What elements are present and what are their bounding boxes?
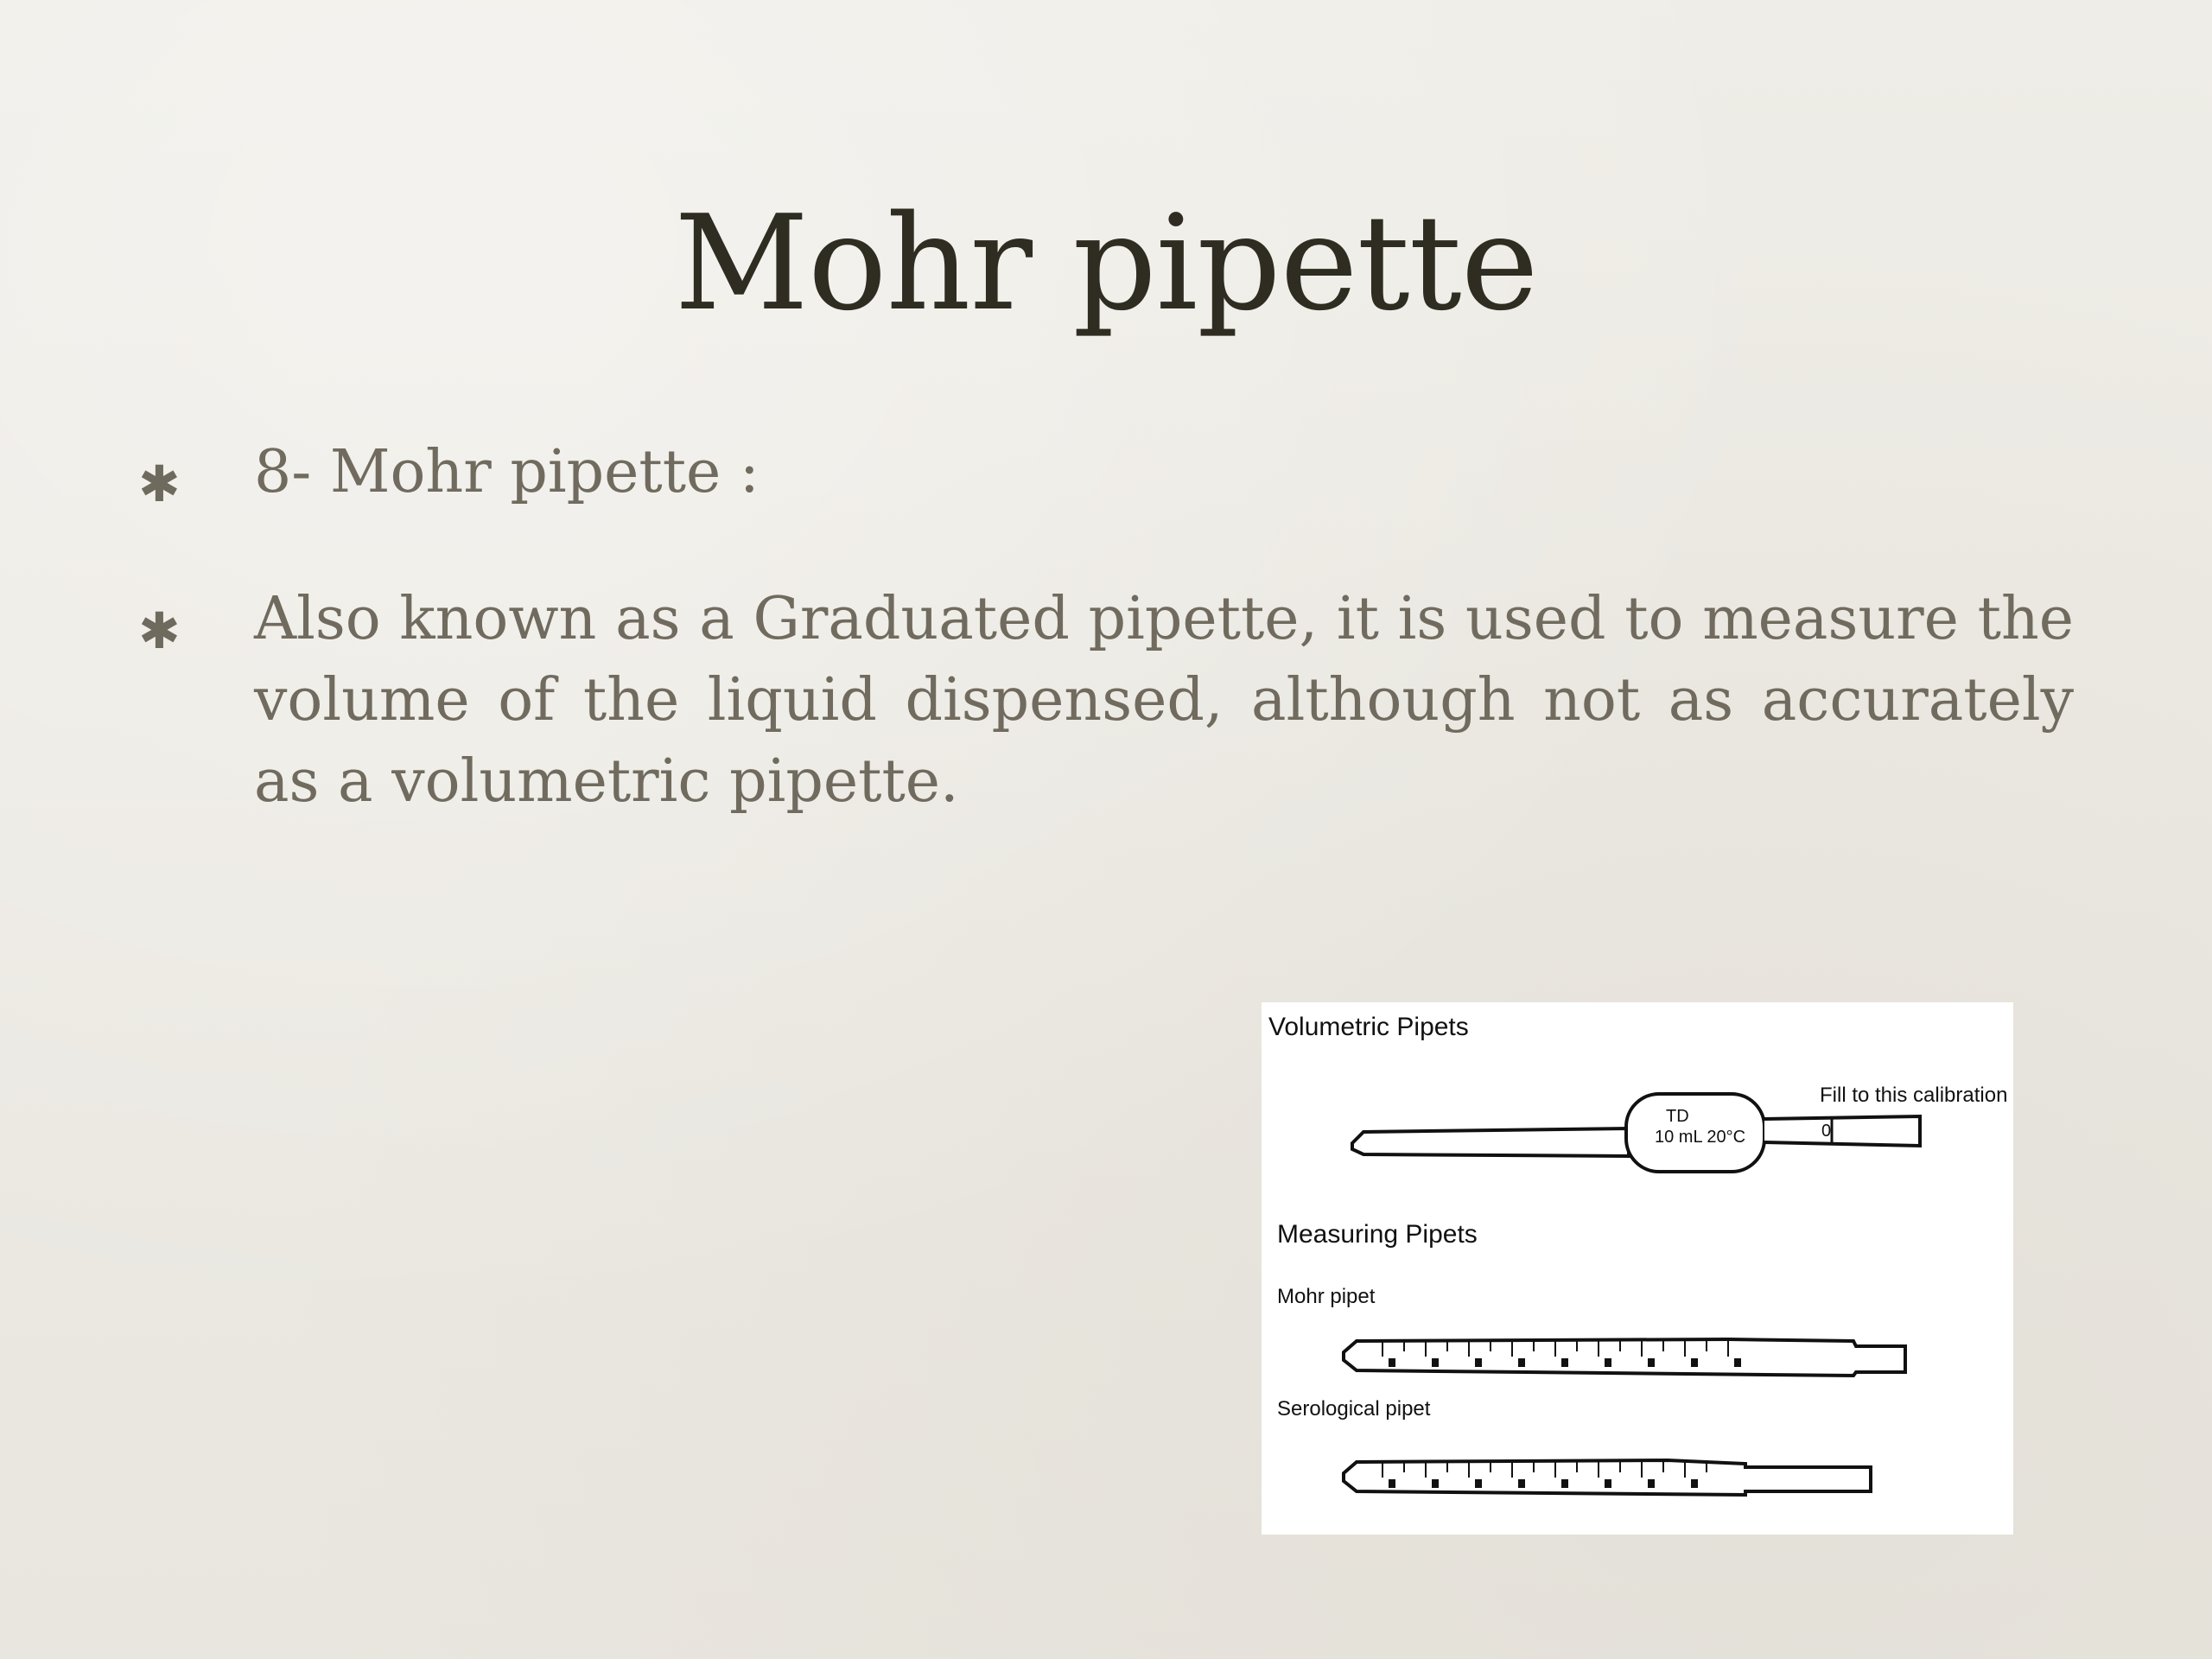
bulb-label-volume: 10 mL 20°C — [1655, 1128, 1746, 1147]
bullet-text: 8- Mohr pipette : — [254, 438, 760, 506]
slide-title: Mohr pipette — [674, 187, 1538, 340]
star-bullet-icon: ✱ — [138, 601, 181, 660]
measuring-heading: Measuring Pipets — [1277, 1220, 1478, 1249]
serological-pipet-drawing — [1344, 1460, 1871, 1495]
star-bullet-icon: ✱ — [138, 454, 181, 513]
serological-pipet-label: Serological pipet — [1277, 1397, 1431, 1421]
bullet-item — [138, 579, 2074, 823]
bullet-item — [138, 432, 2074, 525]
mohr-pipet-label: Mohr pipet — [1277, 1285, 1376, 1308]
pipette-diagram — [1262, 1002, 2013, 1535]
mohr-pipet-drawing — [1344, 1339, 1905, 1376]
fill-calibration-label: Fill to this calibration — [1820, 1084, 2008, 1107]
bullet-text: Also known as a Graduated pipette, it is used to measure the volume of the liquid dispensed, although not as accurately as a volumetric pipette. — [254, 585, 2074, 816]
calibration-zero-mark: 0 — [1821, 1122, 1832, 1141]
bullet-list — [138, 432, 2074, 876]
bulb-label-td: TD — [1666, 1107, 1689, 1126]
volumetric-heading: Volumetric Pipets — [1268, 1013, 1469, 1041]
